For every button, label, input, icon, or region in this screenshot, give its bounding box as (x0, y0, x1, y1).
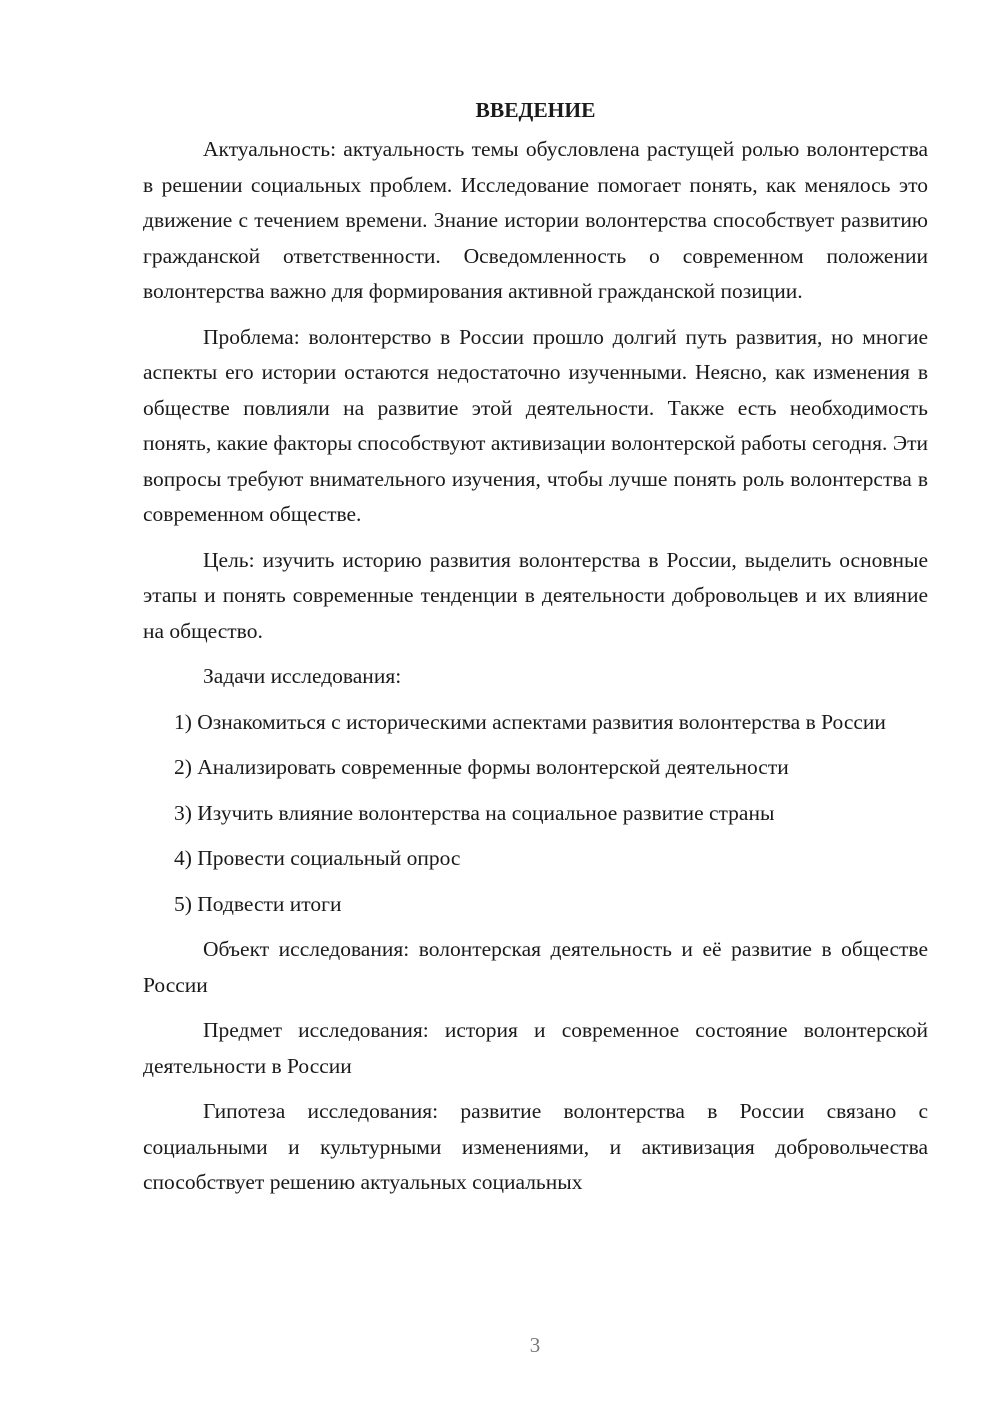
document-page (143, 92, 928, 1211)
page-number: 3 (529, 1333, 541, 1357)
relevance-paragraph: Актуальность: актуальность темы обусловлена растущей ролью волонтерства в решении социальных проблем. Исследование помогает понять, как менялось это движение с течением времени. Знание истории волонтерства способствует развитию гражданской ответственности. Осведомленность о современном положении волонтерства важно для формирования активной гражданской позиции. (143, 137, 928, 303)
subject-paragraph: Предмет исследования: история и современное состояние волонтерской деятельности в России (143, 1018, 928, 1078)
task-item: 3) Изучить влияние волонтерства на социальное развитие страны (174, 800, 775, 825)
task-item: 5) Подвести итоги (174, 891, 342, 916)
goal-paragraph: Цель: изучить историю развития волонтерства в России, выделить основные этапы и понять современные тенденции в деятельности добровольцев и их влияние на общество. (143, 547, 928, 643)
problem-paragraph: Проблема: волонтерство в России прошло долгий путь развития, но многие аспекты его истории остаются недостаточно изученными. Неясно, как изменения в обществе повлияли на развитие этой деятельности. Также есть необходимость понять, какие факторы способствуют активизации волонтерской работы сегодня. Эти вопросы требуют внимательного изучения, чтобы лучше понять роль волонтерства в современном обществе. (143, 324, 928, 526)
tasks-heading: Задачи исследования: (203, 664, 402, 688)
task-item: 4) Провести социальный опрос (174, 846, 461, 870)
task-item: 2) Анализировать современные формы волонтерской деятельности (174, 755, 789, 779)
hypothesis-paragraph: Гипотеза исследования: развитие волонтерства в России связано с социальными и культурными изменениями, и активизация добровольчества способствует решению актуальных социальных (143, 1099, 928, 1194)
object-paragraph: Объект исследования: волонтерская деятельность и её развитие в обществе России (143, 937, 928, 997)
page-title: ВВЕДЕНИЕ (475, 98, 596, 122)
task-item: 1) Ознакомиться с историческими аспектами развития волонтерства в России (174, 709, 886, 734)
